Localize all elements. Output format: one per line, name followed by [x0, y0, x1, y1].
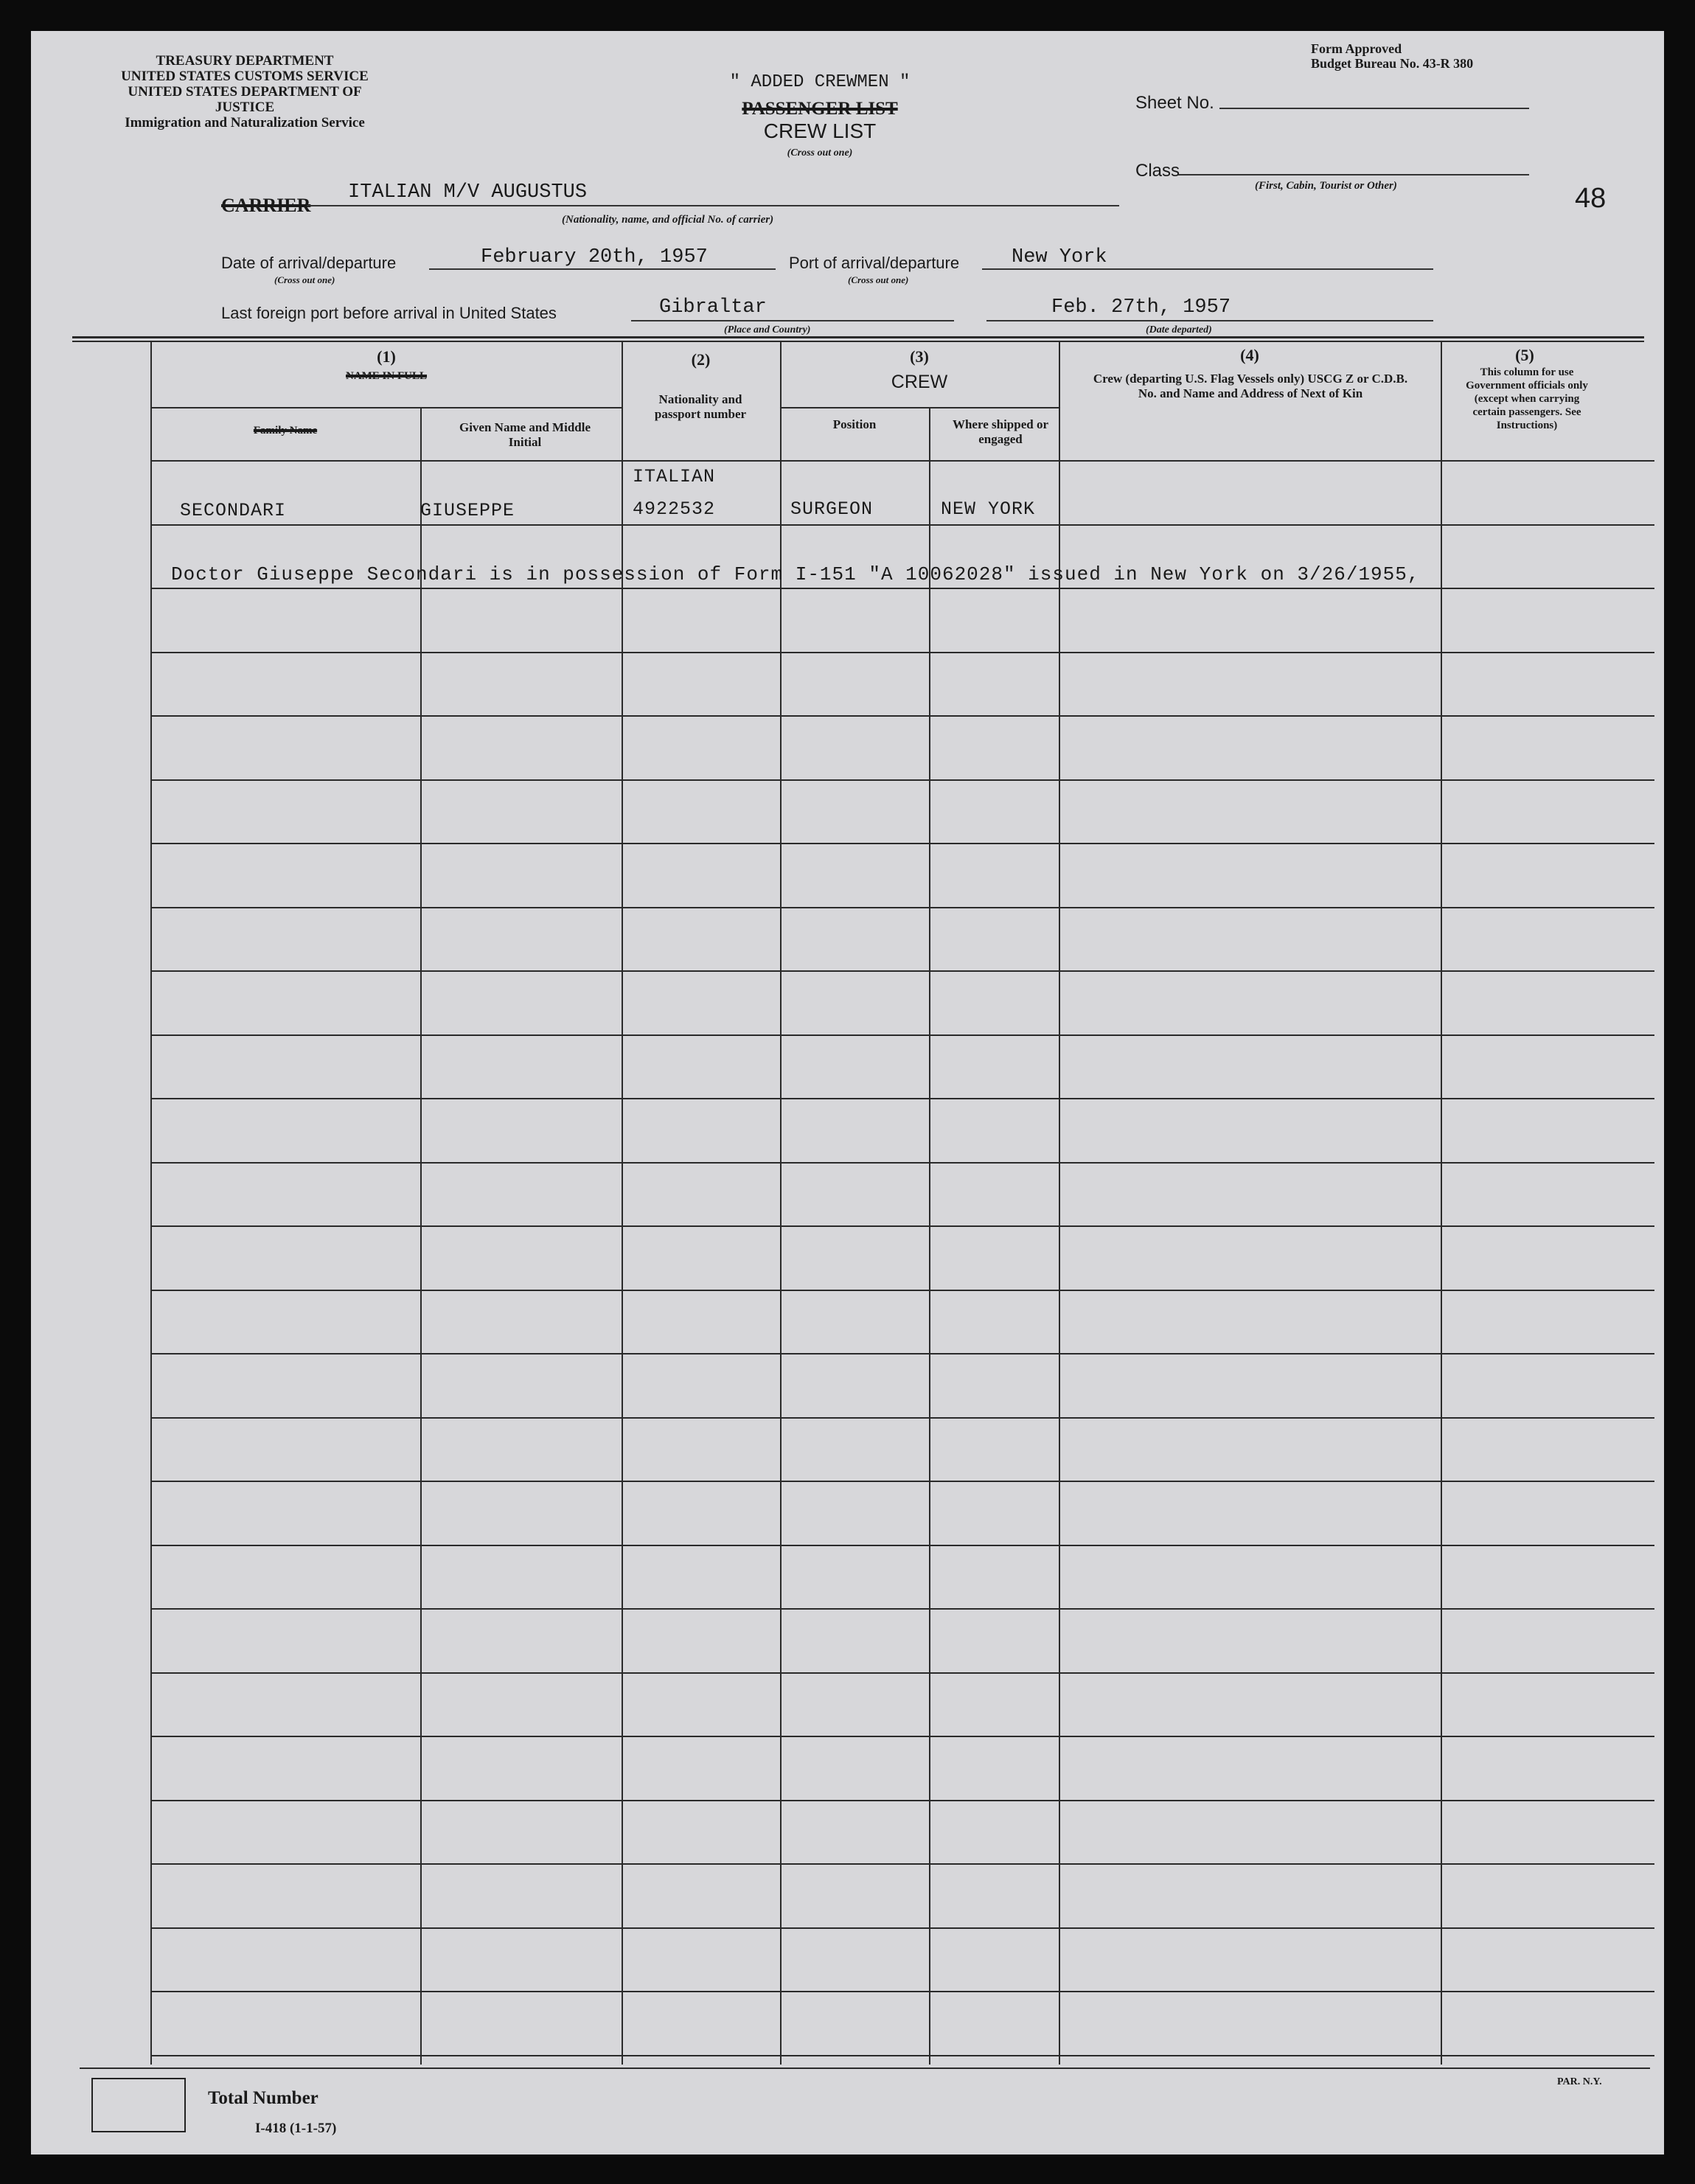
col4-number: (4) [1240, 346, 1259, 364]
carrier-line [307, 205, 1119, 206]
col-left-border [150, 342, 152, 2065]
date-departed-line [986, 320, 1433, 321]
agency-treasury: TREASURY DEPARTMENT [156, 53, 334, 69]
table-row-line [150, 843, 1654, 844]
port-label: Port of arrival/departure [789, 254, 960, 272]
table-row-line [150, 1672, 1654, 1674]
row1-passport: 4922532 [633, 498, 716, 520]
col1b-header: Given Name and Middle Initial [459, 420, 591, 449]
last-port-value: Gibraltar [659, 296, 767, 319]
col-4-5-divider [1441, 342, 1442, 2065]
table-row-line [150, 1545, 1654, 1546]
form-title: CREW LIST [763, 119, 877, 142]
table-top-rule [72, 336, 1644, 338]
table-row-line [150, 460, 1654, 462]
carrier-hint: (Nationality, name, and official No. of carrier) [562, 214, 774, 226]
class-hint: (First, Cabin, Tourist or Other) [1255, 180, 1397, 192]
last-port-hint: (Place and Country) [724, 324, 811, 335]
form-approved: Form Approved [1311, 41, 1402, 56]
page-number: 48 [1575, 183, 1607, 214]
row1-where-shipped: NEW YORK [941, 498, 1036, 520]
budget-bureau: Budget Bureau No. 43-R 380 [1311, 56, 1474, 71]
agency-ins: Immigration and Naturalization Service [125, 115, 365, 131]
table-row-line [150, 588, 1654, 589]
table-row-line [150, 1225, 1654, 1227]
table-row-line [150, 1034, 1654, 1036]
table-row-line [150, 715, 1654, 717]
col1-number: (1) [377, 347, 396, 366]
table-row-line [150, 907, 1654, 908]
passenger-list-struck: PASSENGER LIST [742, 99, 898, 119]
row-note: Doctor Giuseppe Secondari is in possession of Form I-151 "A 10062028" issued in New York on 3/26/1955, [171, 563, 1420, 585]
last-port-label: Last foreign port before arrival in United States [221, 304, 557, 322]
col-1-2-divider [622, 342, 623, 2065]
col3a-header: Position [832, 417, 877, 431]
table-row-line [150, 1290, 1654, 1291]
table-row-line [150, 1736, 1654, 1737]
table-row-line [150, 1800, 1654, 1801]
table-row-line [150, 1098, 1654, 1099]
col-1a-1b-divider [420, 408, 422, 2065]
form-approved-block [1311, 41, 1473, 71]
col3-number: (3) [910, 347, 929, 366]
col-2-3-divider [780, 342, 782, 2065]
agency-justice: UNITED STATES DEPARTMENT OF JUSTICE [128, 84, 362, 115]
col3b-header: Where shipped or engaged [952, 417, 1049, 446]
col2-number: (2) [691, 350, 711, 369]
table-row-line [150, 1353, 1654, 1354]
table-row-line [150, 1481, 1654, 1482]
carrier-label: CARRIER [221, 195, 311, 216]
carrier-value: ITALIAN M/V AUGUSTUS [348, 181, 588, 204]
sheet-no-label: Sheet No. [1135, 93, 1214, 113]
added-crewmen: " ADDED CREWMEN " [729, 72, 911, 92]
table-row-line [150, 652, 1654, 653]
row1-given-name: GIUSEPPE [420, 500, 515, 521]
date-departed-value: Feb. 27th, 1957 [1051, 296, 1231, 319]
col3-header: CREW [891, 372, 948, 392]
port-line [982, 268, 1433, 270]
table-row-line [150, 1162, 1654, 1164]
footer-rule [80, 2068, 1650, 2069]
date-hint: (Cross out one) [274, 274, 335, 285]
form-id: I-418 (1-1-57) [255, 2121, 337, 2136]
date-value: February 20th, 1957 [481, 246, 708, 268]
date-label: Date of arrival/departure [221, 254, 397, 272]
row1-family-name: SECONDARI [180, 500, 287, 521]
col3-sub-rule [780, 407, 1059, 408]
col5-header: This column for use Government officials only (except when carrying certain passengers. See Instructions) [1466, 366, 1588, 431]
cross-out-hint: (Cross out one) [787, 147, 853, 159]
table-row-line [150, 1927, 1654, 1929]
table-row-line [150, 970, 1654, 972]
col4-header: Crew (departing U.S. Flag Vessels only) USCG Z or C.D.B. No. and Name and Address of Next of Kin [1093, 372, 1408, 400]
last-port-line [631, 320, 954, 321]
class-label: Class [1135, 161, 1180, 181]
agency-block [105, 53, 385, 131]
col1-title: NAME IN FULL [345, 370, 427, 382]
col-3-4-divider [1059, 342, 1060, 2065]
col-3a-3b-divider [929, 408, 930, 2065]
table-row-line [150, 1417, 1654, 1419]
table-row-line [150, 779, 1654, 781]
table-row-line [150, 1863, 1654, 1865]
col2-header: Nationality and passport number [654, 392, 747, 421]
crew-list-form [31, 31, 1664, 2155]
printer-mark: PAR. N.Y. [1557, 2076, 1602, 2087]
agency-customs: UNITED STATES CUSTOMS SERVICE [121, 69, 369, 84]
sheet-no-line [1219, 108, 1529, 109]
table-row-line [150, 1991, 1654, 1992]
table-row-line [150, 2055, 1654, 2056]
port-value: New York [1012, 246, 1107, 268]
total-number-box[interactable] [91, 2078, 186, 2132]
col1a-header: Family Name [253, 425, 318, 437]
col1-sub-rule [150, 407, 622, 408]
table-row-line [150, 1608, 1654, 1610]
row1-nationality: ITALIAN [633, 466, 716, 487]
col5-number: (5) [1515, 346, 1534, 364]
date-line [429, 268, 776, 270]
table-row-line [150, 524, 1654, 526]
total-number-label: Total Number [208, 2088, 319, 2108]
class-line [1178, 174, 1529, 175]
table-top-rule-2 [72, 341, 1644, 342]
date-departed-hint: (Date departed) [1146, 324, 1212, 335]
row1-position: SURGEON [790, 498, 874, 520]
port-hint: (Cross out one) [848, 274, 909, 285]
